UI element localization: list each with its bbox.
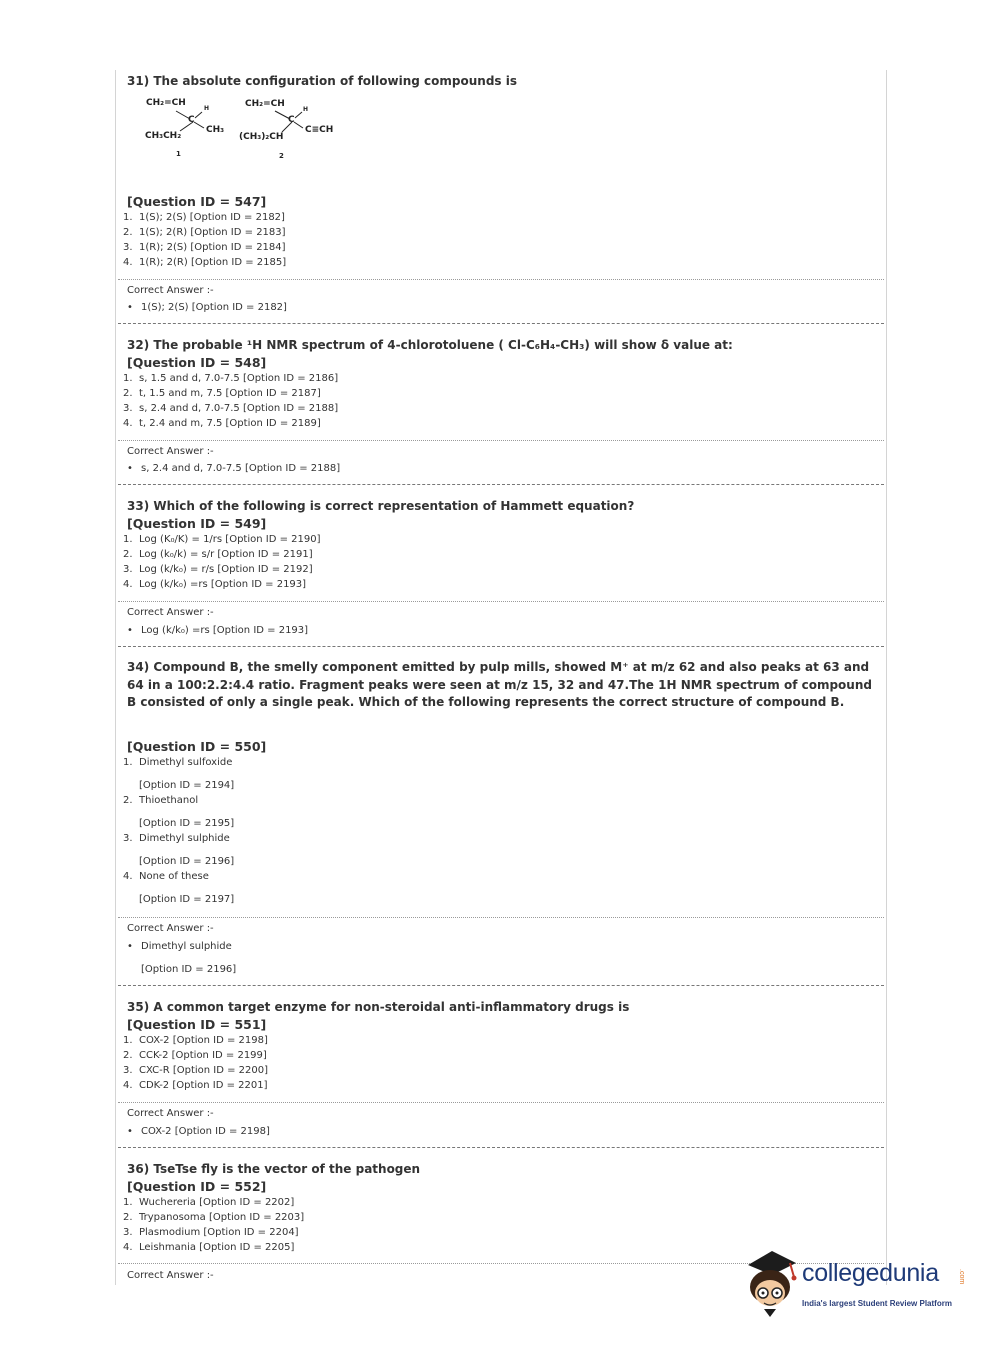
question-31-body (123, 193, 872, 270)
correct-answer: • Log (k/k₀) =rs [Option ID = 2193] (127, 625, 309, 636)
mascot-icon (742, 1247, 802, 1319)
question-title: 31) The absolute configuration of following compounds is (127, 74, 517, 88)
mol1-top: CH₂=CH (146, 98, 186, 108)
correct-answer-label: Correct Answer :- (127, 285, 214, 296)
option-item: 3. Log (k/k₀) = r/s [Option ID = 2192] (123, 564, 313, 575)
divider (118, 279, 884, 280)
question-33 (123, 497, 872, 592)
mol1-carbon: C (188, 115, 195, 125)
option-item: 3. s, 2.4 and d, 7.0-7.5 [Option ID = 2188] (123, 403, 339, 414)
options-list (123, 532, 868, 592)
question-id: [Question ID = 549] (127, 516, 267, 531)
option-item: 4. 1(R); 2(R) [Option ID = 2185] (123, 257, 287, 268)
correct-answer: • Dimethyl sulphide (127, 941, 232, 952)
option-item: 2. 1(S); 2(R) [Option ID = 2183] (123, 227, 286, 238)
options-list (123, 1033, 868, 1093)
option-item: 2. Trypanosoma [Option ID = 2203] (123, 1212, 305, 1223)
collegedunia-logo (742, 1247, 972, 1322)
question-divider (118, 646, 884, 647)
question-id: [Question ID = 551] (127, 1017, 267, 1032)
option-item: 1. 1(S); 2(S) [Option ID = 2182] (123, 212, 285, 223)
option-item: 1. Dimethyl sulfoxide [Option ID = 2194] (123, 757, 235, 791)
correct-answer-label: Correct Answer :- (127, 923, 214, 934)
option-item: 2. t, 1.5 and m, 7.5 [Option ID = 2187] (123, 388, 321, 399)
option-item: 3. 1(R); 2(S) [Option ID = 2184] (123, 242, 286, 253)
options-list (123, 210, 868, 270)
question-id: [Question ID = 550] (127, 739, 267, 754)
option-item: 3. CXC-R [Option ID = 2200] (123, 1065, 269, 1076)
question-31 (127, 72, 872, 90)
question-34 (127, 659, 872, 712)
question-id: [Question ID = 548] (127, 355, 267, 370)
option-item: 2. CCK-2 [Option ID = 2199] (123, 1050, 267, 1061)
question-34-body (123, 738, 872, 907)
correct-answer-label: Correct Answer :- (127, 1108, 214, 1119)
correct-answer: • 1(S); 2(S) [Option ID = 2182] (127, 302, 287, 313)
question-32 (123, 336, 872, 431)
option-item: 4. CDK-2 [Option ID = 2201] (123, 1080, 268, 1091)
question-36 (123, 1160, 872, 1255)
divider (118, 601, 884, 602)
option-item: 1. Wuchereria [Option ID = 2202] (123, 1197, 295, 1208)
question-title: 32) The probable ¹H NMR spectrum of 4-chlorotoluene ( Cl-C₆H₄-CH₃) will show δ value at: (127, 338, 733, 352)
options-list (123, 1195, 868, 1255)
option-item: 3. Dimethyl sulphide [Option ID = 2196] (123, 833, 235, 867)
divider (118, 917, 884, 918)
mol2-right: C≡CH (305, 125, 334, 135)
logo-suffix: .com (958, 1269, 965, 1285)
mol2-number: 2 (279, 152, 284, 160)
correct-answer: • COX-2 [Option ID = 2198] (127, 1126, 270, 1137)
option-item: 1. s, 1.5 and d, 7.0-7.5 [Option ID = 2186] (123, 373, 339, 384)
option-item: 4. t, 2.4 and m, 7.5 [Option ID = 2189] (123, 418, 321, 429)
mol1-h: H (204, 105, 210, 112)
option-item: 4. None of these [Option ID = 2197] (123, 871, 235, 905)
option-item: 2. Thioethanol [Option ID = 2195] (123, 795, 235, 829)
question-title: 34) Compound B, the smelly component emitted by pulp mills, showed M⁺ at m/z 62 and also peaks at 63 and 64 in a 100:2.2:4.4 ratio. Fragment peaks were seen at m/z 15, 32 and 47.The 1H NMR spectrum of compound B consisted of only a single peak. Which of the following represents the correct structure of compound B. (127, 660, 872, 709)
mol1-right: CH₃ (206, 125, 225, 135)
question-id: [Question ID = 547] (127, 194, 267, 209)
options-list (123, 755, 868, 907)
logo-tagline: India's largest Student Review Platform (802, 1299, 952, 1308)
option-item: 4. Log (k/k₀) =rs [Option ID = 2193] (123, 579, 307, 590)
correct-answer-option-id: [Option ID = 2196] (141, 964, 237, 975)
option-item: 3. Plasmodium [Option ID = 2204] (123, 1227, 299, 1238)
correct-answer-label: Correct Answer :- (127, 446, 214, 457)
mol2-top: CH₂=CH (245, 99, 285, 109)
question-divider (118, 1147, 884, 1148)
correct-answer-label: Correct Answer :- (127, 1270, 214, 1281)
question-divider (118, 323, 884, 324)
mol2-h: H (303, 106, 309, 113)
question-35 (123, 998, 872, 1093)
option-item: 2. Log (k₀/k) = s/r [Option ID = 2191] (123, 549, 313, 560)
option-item: 1. Log (K₀/K) = 1/rs [Option ID = 2190] (123, 534, 321, 545)
question-id: [Question ID = 552] (127, 1179, 267, 1194)
mol1-left: CH₃CH₂ (145, 131, 182, 141)
chemical-structure (140, 95, 360, 165)
option-item: 4. Leishmania [Option ID = 2205] (123, 1242, 295, 1253)
question-title: 35) A common target enzyme for non-steroidal anti-inflammatory drugs is (127, 1000, 630, 1014)
mol1-number: 1 (176, 150, 181, 158)
mol2-left: (CH₃)₂CH (239, 132, 284, 142)
question-title: 36) TseTse fly is the vector of the pathogen (127, 1162, 421, 1176)
question-title: 33) Which of the following is correct representation of Hammett equation? (127, 499, 635, 513)
logo-wordmark: collegedunia (802, 1259, 939, 1287)
options-list (123, 371, 868, 431)
divider (118, 1102, 884, 1103)
question-divider (118, 484, 884, 485)
mol2-carbon: C (288, 115, 295, 125)
divider (118, 440, 884, 441)
correct-answer: • s, 2.4 and d, 7.0-7.5 [Option ID = 2188] (127, 463, 341, 474)
option-item: 1. COX-2 [Option ID = 2198] (123, 1035, 268, 1046)
question-divider (118, 985, 884, 986)
correct-answer-label: Correct Answer :- (127, 607, 214, 618)
